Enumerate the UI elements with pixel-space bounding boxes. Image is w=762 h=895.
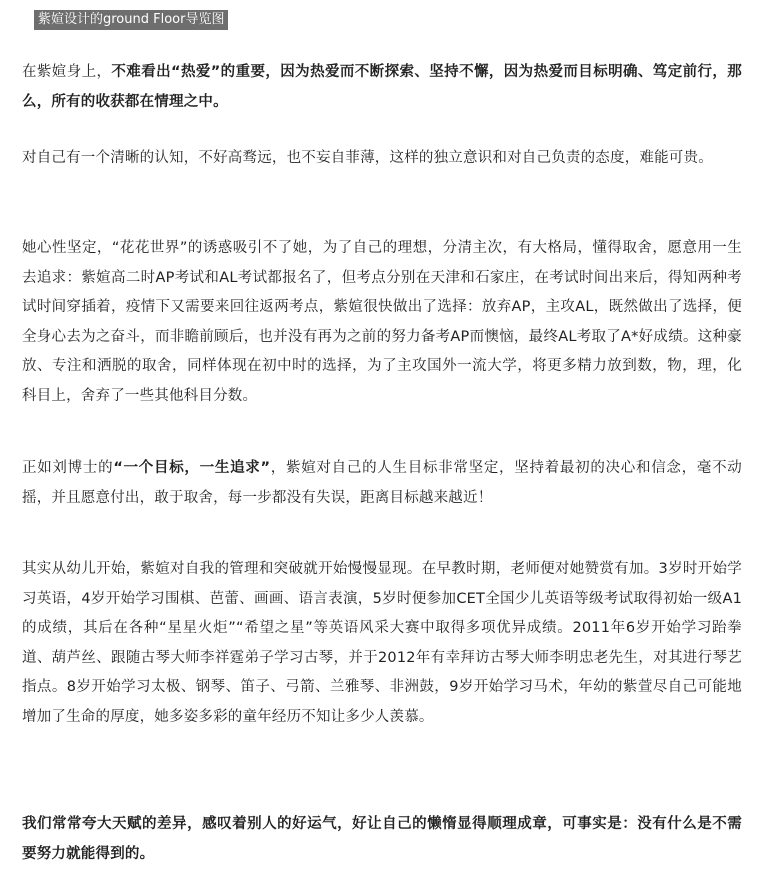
paragraph-4-quote: “一个目标，一生追求” xyxy=(113,460,271,476)
paragraph-6-conclusion: 我们常常夸大天赋的差异，感叹着别人的好运气，好让自己的懒惰显得顺理成章，可事实是：没有什么是不需要努力就能得到的。 xyxy=(22,816,742,862)
paragraph-1 xyxy=(22,58,742,117)
paragraph-5: 其实从幼儿开始，紫媗对自我的管理和突破就开始慢慢显现。在早教时期，老师便对她赞赏有加。3岁时开始学习英语，4岁开始学习围棋、芭蕾、画画、语言表演，5岁时便参加CET全国少儿英语等级考试取得初始一级A1的成绩，其后在各种“星星火炬”“希望之星”等英语风采大赛中取得多项优异成绩。2011年6岁开始学习跆拳道、葫芦丝、跟随古琴大师李祥霆弟子学习古琴，并于2012年有幸拜访古琴大师李明忠老先生，对其进行琴艺指点。8岁开始学习太极、钢琴、笛子、弓箭、兰雅琴、非洲鼓，9岁开始学习马术，年幼的紫萱尽自己可能地增加了生命的厚度，她多姿多彩的童年经历不知让多少人羡慕。 xyxy=(22,561,742,725)
image-caption: 紫媗设计的ground Floor导览图 xyxy=(34,10,228,30)
paragraph-1-emphasis: 不难看出“热爱”的重要，因为热爱而不断探索、坚持不懈，因为热爱而目标明确、笃定前行，那么，所有的收获都在情理之中。 xyxy=(22,64,742,110)
article-body xyxy=(22,58,742,862)
paragraph-4-rest: ，紫媗对自己的人生目标非常坚定，坚持着最初的决心和信念，毫不动摇，并且愿意付出，敢于取舍，每一步都没有失误，距离目标越来越近！ xyxy=(22,460,742,506)
paragraph-2: 对自己有一个清晰的认知，不好高骛远，也不妄自菲薄，这样的独立意识和对自己负责的态度，难能可贵。 xyxy=(22,150,713,166)
paragraph-1-lead: 在紫媗身上， xyxy=(22,64,112,80)
paragraph-4-lead: 正如刘博士的 xyxy=(22,460,114,476)
paragraph-3: 她心性坚定，“花花世界”的诱惑吸引不了她，为了自己的理想，分清主次，有大格局，懂得取舍，愿意用一生去追求：紫媗高二时AP考试和AL考试都报名了，但考点分别在天津和石家庄，在考试时间出来后，得知两种考试时间穿插着，疫情下又需要来回往返两考点，紫媗很快做出了选择：放弃AP，主攻AL，既然做出了选择，便全身心去为之奋斗，而非瞻前顾后，也并没有再为之前的努力备考AP而懊恼，最终AL考取了A*好成绩。这种豪放、专注和洒脱的取舍，同样体现在初中时的选择，为了主攻国外一流大学，将更多精力放到数，物，理，化科目上，舍弃了一些其他科目分数。 xyxy=(22,240,742,404)
paragraph-4 xyxy=(22,454,742,513)
